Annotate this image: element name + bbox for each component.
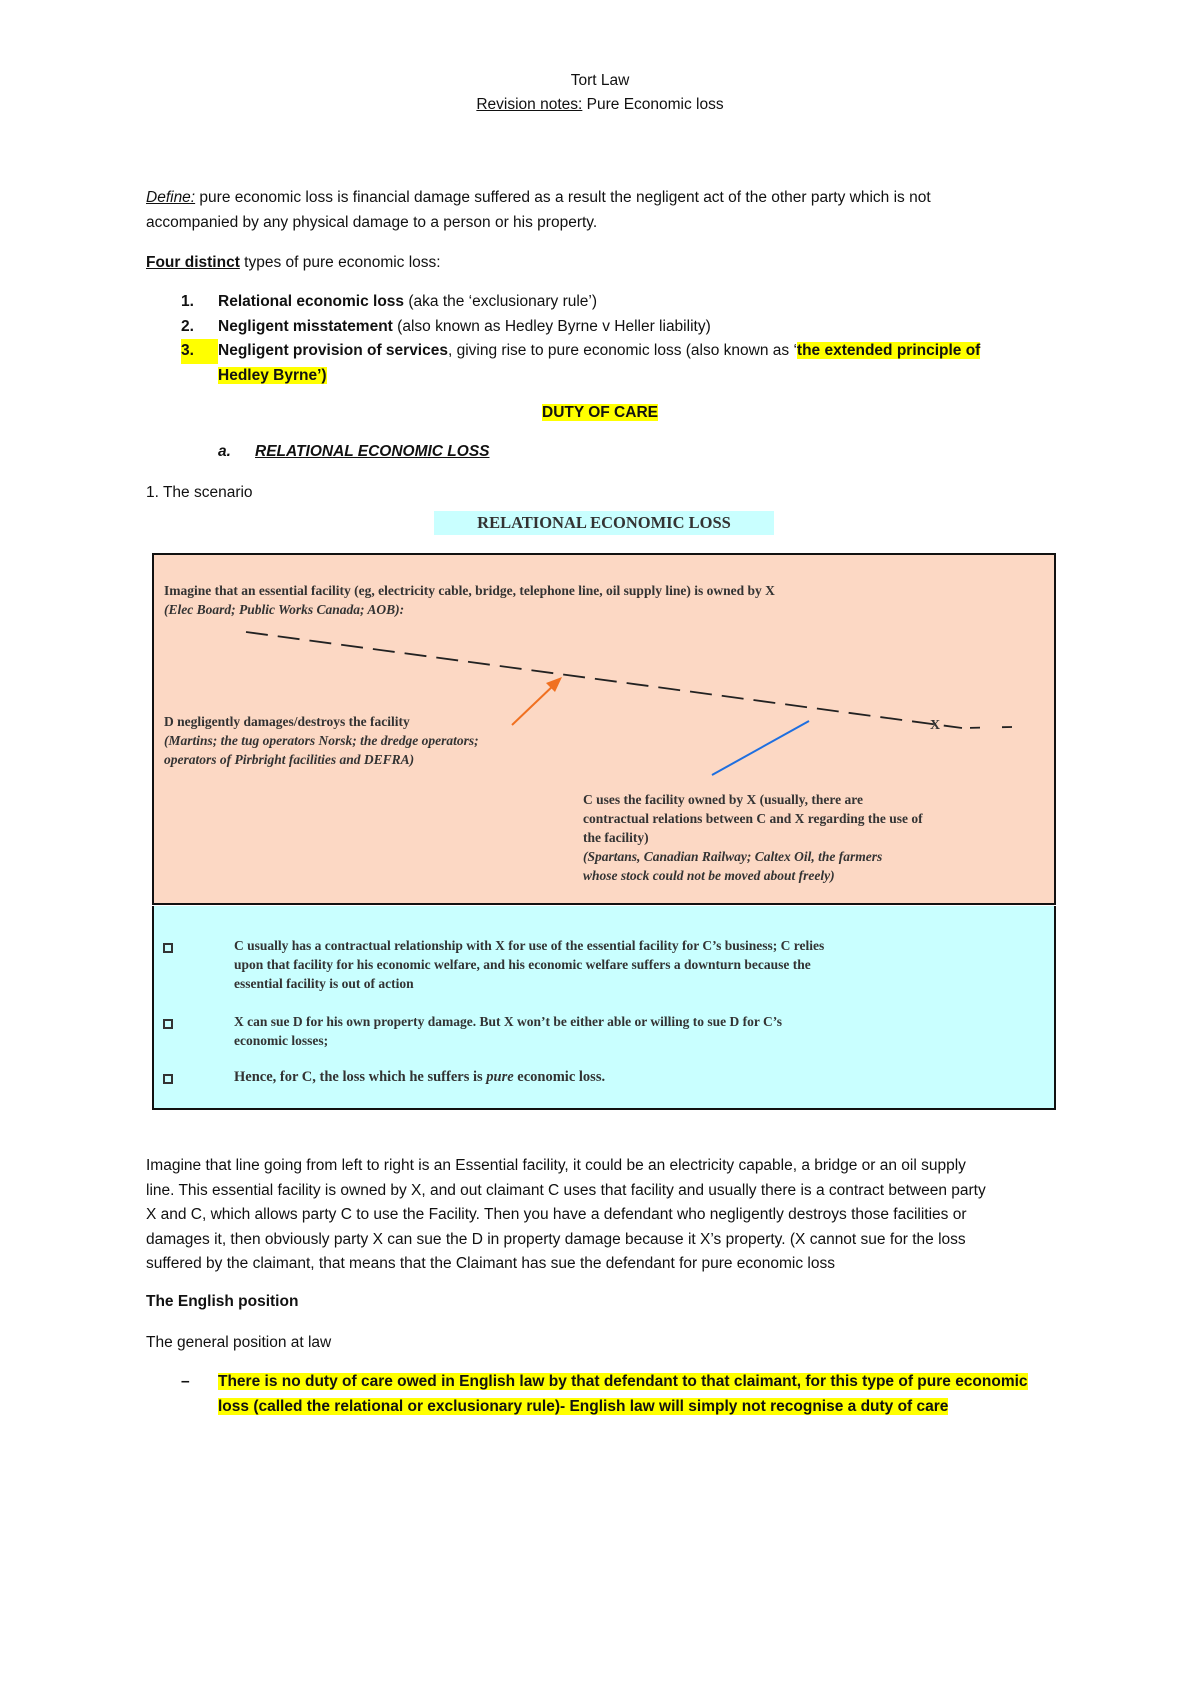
checkbox-icon xyxy=(163,1019,173,1029)
document-subtitle xyxy=(0,96,1200,114)
subtitle-label: Revision notes: xyxy=(476,96,583,113)
list-item: 1. Relational economic loss (aka the ‘exclusionary rule’) xyxy=(181,293,598,310)
types-intro-bold: Four distinct xyxy=(146,254,240,271)
list-item: 2. Negligent misstatement (also known as Hedley Byrne v Heller liability) xyxy=(181,317,711,335)
checkbox-icon xyxy=(163,1074,173,1084)
types-intro xyxy=(146,254,441,272)
usage-line xyxy=(712,721,809,775)
claimant-note: C uses the facility owned by X (usually, there are contractual relations between C and X regarding the use of the facility) (Spartans, Canadian Railway; Caltex Oil, the farmers whose stock could not be moved about freely) xyxy=(583,792,923,883)
subsection-heading: a. RELATIONAL ECONOMIC LOSS xyxy=(218,443,490,460)
english-position-heading: The English position xyxy=(146,1293,299,1310)
figure-bullet-2: X can sue D for his own property damage. But X won’t be either able or willing to sue D for C’s economic losses; xyxy=(234,1014,782,1048)
checkbox-icon xyxy=(163,943,173,953)
figure-title: RELATIONAL ECONOMIC LOSS xyxy=(434,511,774,535)
types-list: 1. Relational economic loss (aka the ‘exclusionary rule’) 2. Negligent misstatement (also known as Hedley Byrne v Heller liability) 3. Negligent provision of services, giving rise to pure economic loss (also known as ‘the extended principle of Hedley Byrne’) xyxy=(181,290,980,388)
types-intro-rest: types of pure economic loss: xyxy=(239,254,441,271)
define-label: Define: xyxy=(146,189,196,206)
define-text-2: accompanied by any physical damage to a person or his property. xyxy=(146,213,598,231)
figure-intro: Imagine that an essential facility (eg, electricity cable, bridge, telephone line, oil supply line) is owned by X (Elec Board; Public Works Canada; AOB): xyxy=(164,583,775,617)
figure-bullet-3: Hence, for C, the loss which he suffers is pure economic loss. xyxy=(234,1069,606,1085)
x-label: X xyxy=(930,718,941,733)
figure-bullet-1: C usually has a contractual relationship with X for use of the essential facility for C’s business; C relies upon that facility for his economic welfare, and his economic welfare suffers a downturn because the essential facility is out of action xyxy=(234,938,825,991)
explanation-paragraph: Imagine that line going from left to right is an Essential facility, it could be an electricity capable, a bridge or an oil supply line. This essential facility is owned by X, and out claimant C uses that facility and usually there is a contract between party X and C, which allows party C to use the Facility. Then you have a defendant who negligently destroys those facilities or damages it, then obviously party X can sue the D in property damage because it X’s property. (X cannot sue for the loss suffered by the claimant, that means that the Claimant has sue the defendant for pure economic loss xyxy=(146,1157,986,1272)
define-text-1: pure economic loss is financial damage suffered as a result the negligent act of the other party which is not xyxy=(195,189,931,206)
subtitle-rest: Pure Economic loss xyxy=(582,96,724,113)
section-heading: DUTY OF CARE xyxy=(542,404,658,421)
document-title: Tort Law xyxy=(570,72,630,89)
damage-arrow xyxy=(512,683,556,725)
definition-paragraph xyxy=(146,186,931,235)
dash-icon: – xyxy=(181,1373,190,1390)
defendant-note: D negligently damages/destroys the facility (Martins; the tug operators Norsk; the dredge operators; operators of Pirbright facilities and DEFRA) xyxy=(164,714,479,767)
scenario-label: 1. The scenario xyxy=(146,484,253,501)
list-item: 3. Negligent provision of services, giving rise to pure economic loss (also known as ‘the extended principle of xyxy=(181,339,980,364)
english-bullet: – There is no duty of care owed in English law by that defendant to that claimant, for this type of pure economic loss (called the relational or exclusionary rule)- English law will simply not recognise a duty of care xyxy=(181,1370,1028,1419)
general-position-label: The general position at law xyxy=(146,1334,332,1351)
